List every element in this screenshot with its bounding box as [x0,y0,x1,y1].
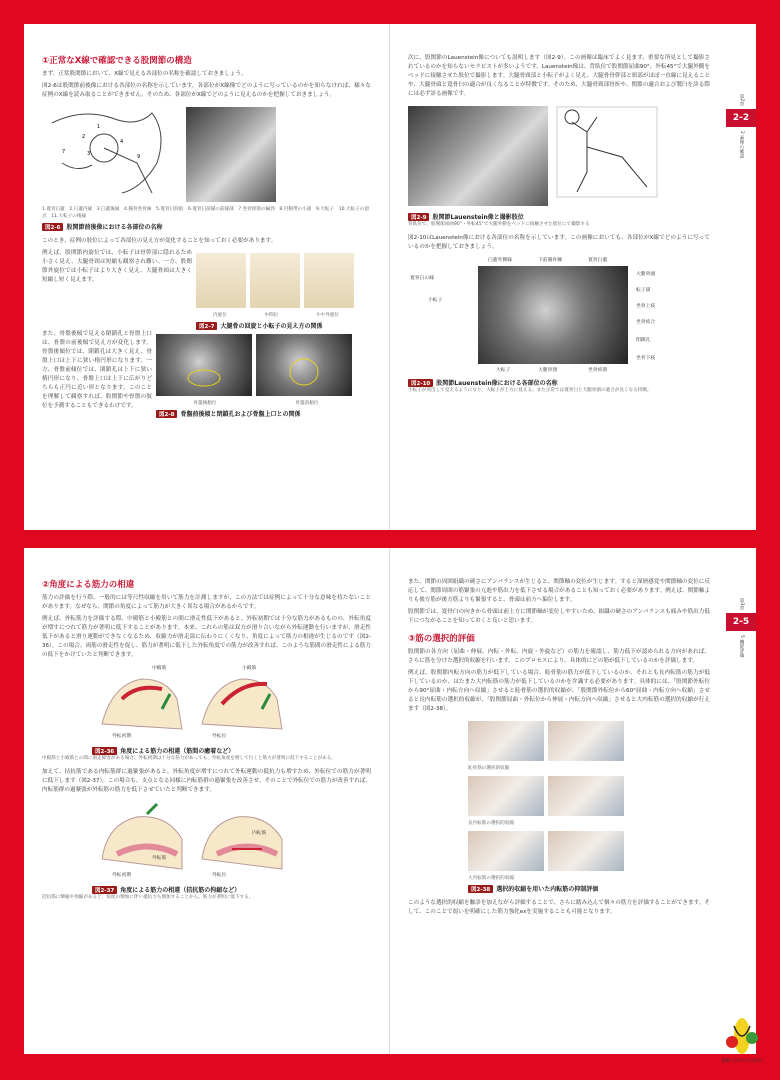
fig-label: 坐骨結節 [588,368,608,373]
figure-caption [92,885,371,894]
section-heading: ③筋の選択的評価 [408,634,475,644]
svg-text:2: 2 [82,134,86,140]
figure-2-38 [468,717,628,893]
fig-label: 中殿筋 [152,666,167,671]
figure-note: 中殿筋と小殿筋との間に滑走障害がある場合、外転初期は十分な筋力があっても、外転角度を増して行くと筋力が著明に低下することがある。 [42,756,336,761]
femur-image-external [304,253,354,308]
fig-label: 骨盤前傾位 [295,401,319,406]
figure-caption [196,321,356,330]
muscle-angle-diagram [92,664,292,734]
patient-position-diagram [552,102,662,202]
svg-text:4: 4 [120,139,124,145]
caption-text: 選択的収縮を用いた内転筋の抑制評価 [496,886,599,893]
fig-label: 内旋位 [212,313,227,318]
figure-note: 拮抗筋に攣縮や拘縮があると、角度の増加に伴い抵抗力も増加することから、筋力が著明に低下する。 [42,895,254,900]
page-top-left [24,24,390,530]
figure-note: 小転子が突出して見えるようになり、大転子が上方に見える。また正常では寛骨臼と大腿骨頭の適合が良くなる特徴。 [408,388,652,393]
chapter-label: 第2章 [739,94,744,106]
paragraph: まず、正常股関節において、X線で見える各部位の名称を確認しておきましょう。 [42,71,247,77]
fig-label: 閉鎖孔 [636,338,651,343]
fig-label: 骨盤後傾位 [193,401,217,406]
fig-label: 外転初期 [112,734,132,739]
figure-legend: 1.寛骨臼蓋 2.臼蓋内縁 3.臼蓋後縁 4.腸骨坐骨線 5.寛骨臼涙痕 6.寛骨臼前縁の前縁部 7.坐骨結節の輪郭 8.円靭帯の小窩 9.大転子 10.大転子の頂点 11.大転子の後縁 [42,207,369,219]
hip-xray-image [186,107,276,202]
fig-label: 寛骨臼の縁 [410,276,434,281]
svg-text:7: 7 [62,149,66,155]
fig-label: 大腿骨頸 [538,368,558,373]
adductor-longus-photo-1 [468,776,544,816]
caption-text: 骨盤前後傾と閉鎖孔および骨盤上口との関係 [180,411,301,418]
section-heading: ②角度による筋力の相違 [42,580,135,590]
section-label: 5 機能評価 [739,634,744,658]
figure-caption [92,746,371,755]
paragraph: また、関節の周囲組織の硬さにアンバランスが生じると、関節軸の変位が生じます。すると深層感覚や関節軸の変位に反応して、関節周囲の筋緊張の亢進や筋出力を低下させる場合があることも知っておく必要があります。例えば、関節軸よりも後方筋が後方筋よりも緊張すると、骨頭は前方へ偏位します。 [408,579,710,603]
caption-text: 股関節前後像における各部位の名称 [66,224,163,231]
fig-label: 中間位 [264,313,279,318]
section-number: 2-2 [726,109,756,127]
caption-text: 角度による筋力の相違（拮抗筋の拘縮など） [120,887,241,894]
fig-label: 外転筋 [152,856,167,861]
fig-label: 外転初期 [112,873,132,878]
paragraph: 図2-6は股関節前後像における各部位の名称を示しています。各部位がX線像でどのように写っているのかを知らなければ、様々な症例のX線を読み取ることができません。そのため、各部位がX線でどのように見えるのかを把握しておきましょう。 [42,83,371,98]
fig-label: 坐骨結合 [636,320,656,325]
figure-number: 図2-7 [196,322,217,330]
fig-label: 大腿骨頭 [636,272,656,277]
fig-label: 恥骨筋の選択的収縮 [468,766,510,771]
section-label: 2 画像の確認 [739,130,744,158]
publisher-logo [716,1016,768,1072]
paragraph: 例えば、外転筋力を評価する際、中殿筋と小殿筋との間に滑走性低下があると、外転初期では十分な筋力があるものの、外転角度が増すにつれて筋力が著明に低下することがあります。本来、これらの筋は双方が滑り合いながら外転運動を行いますが、滑走性低下があると滑り運動ができなくなるため、収縮力が滑走部に伝わりにくくなり、角度によって筋力の相違が生じるのです（図2-36）。この場合、両筋の滑走性を促し、筋力が著明に低下した外転角度での筋力が改善すれば、このような筋間の滑走性による筋力の低下をかけていたと判断できます。 [42,616,371,658]
fig-label: 内転筋 [252,831,267,836]
fig-label: 外転位 [212,873,227,878]
figure-number: 図2-8 [156,410,177,418]
fig-label: 寛骨臼蓋 [588,258,608,263]
top-spread [24,24,756,530]
paragraph: 股関節の各方向（屈曲・伸展、内転・外転、内旋・外旋など）の筋力を確認し、筋力低下が認められる方向があれば、さらに筋を分けた選択的収縮を行います。このプロセスにより、具体的にどの筋が低下しているのかを評価します。 [408,649,710,664]
section-heading: ①正常なX線で確認できる股関節の構造 [42,56,192,66]
svg-text:1: 1 [97,124,101,130]
paragraph: このとき、症例の肢位によって各部位の見え方が変化することを知っておく必要があります。 [42,238,277,244]
paragraph: このような選択的収縮を触診を加えながら評価することで、さらに踏み込んで個々の筋力を評価することができます。そして、このことで弱いを明確にした筋力強化exを実施することも可能となります。 [408,900,710,915]
figure-2-37 [92,799,292,881]
chapter-tab [726,598,756,657]
paragraph: 例えば、股関節内転方向の筋力が低下している場合、恥骨筋の筋力が低下しているのか、それとも長内転筋の筋力が低下しているのか、はたまた大内転筋の筋力が低下しているのかを弁識する必要があります。具体的には、「股関節外転位から90°屈曲・内転方向へ収縮」させると恥骨筋の選択的収縮が、「股関節外転位から60°屈曲・内転方向へ収縮」させると長内転筋の選択的収縮が、「股関節屈曲・外転位から伸展・内転方向へ収縮」させると大内転筋の選択的収縮が行えます（図2-38）。 [408,670,710,712]
adductor-magnus-photo-1 [468,831,544,871]
figure-number: 図2-38 [468,885,493,893]
fig-label: 大内転筋の選択的収縮 [468,876,514,881]
adductor-magnus-photo-2 [548,831,624,871]
page-bottom-right [390,548,756,1054]
figure-2-9 [408,102,710,210]
figure-number: 図2-6 [42,223,63,231]
lauenstein-labeled-xray [478,266,628,364]
femur-image-internal [196,253,246,308]
caption-text: 股関節Lauenstein像と撮影肢位 [432,214,524,221]
pectineus-photo-1 [468,721,544,761]
hip-diagram [42,103,182,198]
chapter-tab [726,94,756,158]
fig-label: 小殿筋 [242,666,257,671]
fig-label: 小転子 [428,298,443,303]
paragraph: 図2-10はLauenstein像における各部位の名称を示しています。この画像においても、各部位がX線でどのように写っているのかを把握しておきましょう。 [408,235,710,250]
publisher-logo-icon [722,1016,762,1056]
adductor-longus-photo-2 [548,776,624,816]
figure-caption [408,378,710,387]
figure-caption [42,222,371,231]
publisher-name: 運動と医学の出版社 [721,1059,763,1064]
svg-text:9: 9 [137,154,141,160]
figure-2-36 [92,664,292,742]
paragraph: また、骨盤後傾で見える閉鎖孔と骨盤上口は、骨盤の前後傾で見え方が変化します。骨盤後傾位では、閉鎖孔は大きく見え、骨盤上口は上下に狭い楕円形になります。一方、骨盤前傾位では、閉鎖孔は上下に狭い楕円形になり、骨盤上口は上下に広がりどちらも正円に近い形となります。このことを理解して観察すれば、股関節や骨盤の肢位を予測することもできるわけです。 [42,331,152,409]
figure-note: 背臥位で、股関節屈曲90°・外転45°で大腿外側をベッドに接触させた肢位にて撮影する [408,222,590,227]
figure-2-7 [196,249,356,330]
svg-text:3: 3 [87,151,91,157]
bottom-spread [24,548,756,1054]
figure-2-8 [156,330,356,418]
pelvis-xray-anterior [256,334,352,396]
figure-2-6 [42,103,371,206]
fig-label: 大転子 [496,368,511,373]
fig-label: 長内転筋の選択的収縮 [468,821,514,826]
paragraph: 股関節では、寛骨臼の向きから骨頭は前上方に関節軸が変位しやすいため、組織の硬さのアンバランスも痛みや筋出力低下につながることを知っておくと良いと思います。 [408,609,710,624]
caption-text: 角度による筋力の相違（筋間の癒着など） [120,748,235,755]
paragraph: 加えて、拮抗筋である内転筋群に過緊張があると、外転角度が増すにつれて外転運動の抵抗力も増すため、外転位での筋力が著明に低下します（図2-37）。この場合も、支点となる同様に内転筋群の過緊張を改善させ、そのことで外転位での筋力が改善すれば、内転筋群の過緊張が外転筋の筋力を低下させていたと判断できます。 [42,769,371,793]
lauenstein-xray-image [408,106,548,206]
fig-label: やや外旋位 [316,313,340,318]
page-bottom-left [24,548,390,1054]
pelvis-xray-posterior [156,334,252,396]
fig-label: 転子窩 [636,288,651,293]
figure-caption [468,884,628,893]
figure-caption [408,212,710,221]
page-top-right [390,24,756,530]
figure-caption [156,409,356,418]
figure-number: 図2-37 [92,886,117,894]
fig-label: 外転位 [212,734,227,739]
paragraph: 次に、股関節のLauenstein像についても説明します（図2-9）。この画像は臨床でよく見ます。重要な所見として撮影されているのかを知らないセラピストが多いようです。Lauenstein像は、背臥位で股関節屈曲90°、外転45°で大腿外側をベッドに接触させた肢位で撮影します。大腿骨頸部と小転子がよく見え、大腿骨骨幹部と頸部がほぼ一直線に見えることや、大腿骨頭と寛骨臼の適合が良くなることが特徴です。そのため、大腿骨頸部骨折や、関節の適合および製臼を診る際には必ず診る画像です。 [408,55,710,97]
fig-label: 臼蓋外側縁 [488,258,512,263]
fig-label: 坐骨上枝 [636,304,656,309]
section-number: 2-5 [726,613,756,631]
figure-number: 図2-10 [408,379,433,387]
paragraph: 例えば、股関節内旋位では、小転子は骨幹部に隠れるため小さく見え、大腿骨頸は短縮も観察され難い。一方、股関節外旋位では小転子はより大きく見え、大腿骨頸は大きく短縮し短く見えます。 [42,250,192,283]
femur-image-neutral [250,253,300,308]
chapter-label: 第3章 [739,598,744,610]
caption-text: 大腿骨の回旋と小転子の見え方の関係 [220,323,323,330]
figure-2-10 [408,256,698,374]
figure-number: 図2-36 [92,747,117,755]
fig-label: 下前腸骨棘 [538,258,562,263]
paragraph: 筋力の評価を行う際、一般的には等尺性収縮を用いて筋力を計測しますが、この方法では症例によって十分な意味を持たないことがあります。なぜなら、関節の角度によって筋力が大きく異なる場合があるからです。 [42,595,371,610]
figure-number: 図2-9 [408,213,429,221]
fig-label: 坐骨下枝 [636,356,656,361]
caption-text: 股関節Lauenstein像における各部位の名称 [436,380,558,387]
pectineus-photo-2 [548,721,624,761]
